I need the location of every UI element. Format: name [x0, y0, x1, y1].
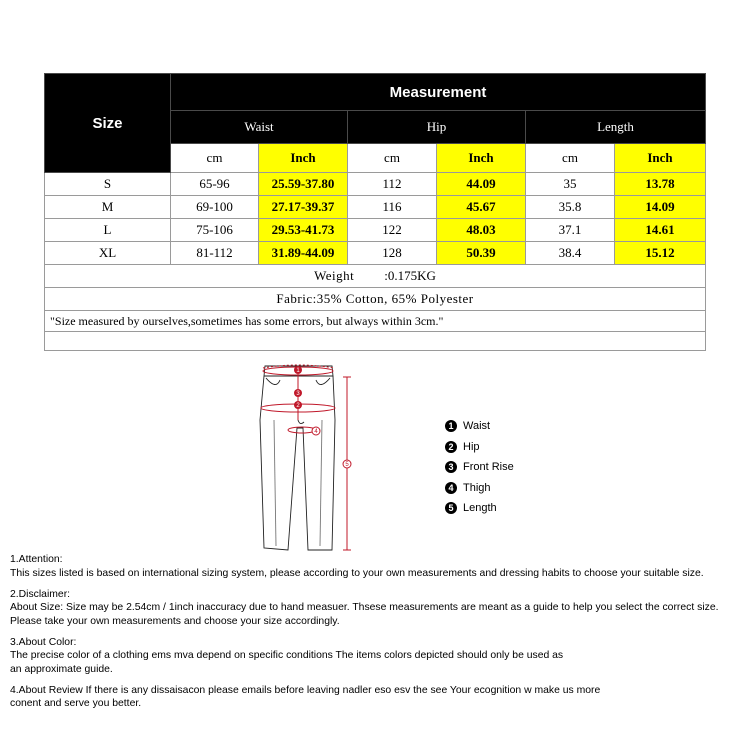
unit-header-length-cm: cm	[526, 144, 615, 173]
hip-inch-cell: 44.09	[437, 173, 526, 196]
waist-group-header: Waist	[171, 111, 348, 144]
review-note	[10, 684, 745, 711]
legend-label: Hip	[463, 440, 480, 453]
weight-label: Weight	[314, 268, 355, 283]
table-row	[45, 219, 706, 242]
legend-label: Thigh	[463, 481, 491, 494]
legend-item	[445, 437, 514, 458]
waist-inch-cell: 25.59-37.80	[259, 173, 348, 196]
legend-label: Waist	[463, 420, 491, 433]
note-line: 2.Disclaimer:	[10, 588, 71, 600]
length-inch-cell: 14.09	[615, 196, 706, 219]
fabric-row: Fabric:35% Cotton, 65% Polyester	[45, 288, 706, 311]
legend-number: 4	[445, 482, 457, 494]
hip-inch-cell: 50.39	[437, 242, 526, 265]
color-note	[10, 636, 745, 677]
note-line: an approximate guide.	[10, 663, 113, 675]
pants-outline	[320, 420, 322, 546]
pants-outline	[274, 420, 276, 546]
pants-outline	[316, 378, 330, 385]
marker-1-label: 1	[296, 368, 300, 374]
size-header: Size	[45, 74, 171, 173]
marker-2-label: 2	[296, 403, 300, 409]
notes-section	[10, 553, 745, 718]
length-cm-cell: 35	[526, 173, 615, 196]
length-inch-cell: 15.12	[615, 242, 706, 265]
length-cm-cell: 38.4	[526, 242, 615, 265]
waist-inch-cell: 31.89-44.09	[259, 242, 348, 265]
table-row	[45, 173, 706, 196]
measurement-header: Measurement	[171, 74, 706, 111]
hip-cm-cell: 122	[348, 219, 437, 242]
hip-inch-cell: 45.67	[437, 196, 526, 219]
size-cell: XL	[45, 242, 171, 265]
attention-note	[10, 553, 745, 580]
hip-group-header: Hip	[348, 111, 526, 144]
length-cm-cell: 37.1	[526, 219, 615, 242]
unit-header-waist-inch: Inch	[259, 144, 348, 173]
unit-header-length-inch: Inch	[615, 144, 706, 173]
hip-inch-cell: 48.03	[437, 219, 526, 242]
legend-item	[445, 498, 514, 519]
length-inch-cell: 13.78	[615, 173, 706, 196]
note-line: The precise color of a clothing ems mva depend on specific conditions The items colors depicted should only be used as	[10, 650, 564, 661]
length-cm-cell: 35.8	[526, 196, 615, 219]
note-line: This sizes listed is based on international sizing system, please according to your own measurements and dressing habits to choose your suitable size.	[10, 567, 704, 579]
measurement-note: "Size measured by ourselves,sometimes has some errors, but always within 3cm."	[45, 311, 706, 332]
note-line: 3.About Color:	[10, 636, 77, 648]
table-row	[45, 196, 706, 219]
table-row	[45, 242, 706, 265]
legend-item	[445, 457, 514, 478]
unit-header-hip-cm: cm	[348, 144, 437, 173]
marker-5-label: 5	[345, 462, 349, 468]
marker-4-label: 4	[314, 429, 318, 435]
note-line: 4.About Review If there is any dissaisacon please emails before leaving nadler eso esv the see Your ecognition w make us more	[10, 684, 601, 696]
legend-label: Length	[463, 502, 497, 515]
note-line: About Size: Size may be 2.54cm / 1inch inaccuracy due to hand measuer. Thsese measurements are meant as a guide to help you select the correct size.	[10, 602, 719, 613]
length-group-header: Length	[526, 111, 706, 144]
legend-number: 2	[445, 441, 457, 453]
legend-label: Front Rise	[463, 461, 514, 474]
weight-value: :0.175KG	[384, 268, 436, 283]
length-inch-cell: 14.61	[615, 219, 706, 242]
pants-diagram	[250, 360, 360, 560]
note-line: Please take your own measurements and choose your size accordingly.	[10, 615, 340, 627]
legend-item	[445, 416, 514, 437]
legend-number: 3	[445, 461, 457, 473]
pants-outline	[266, 378, 280, 385]
pants-outline	[298, 376, 304, 424]
legend-number: 5	[445, 502, 457, 514]
unit-header-waist-cm: cm	[171, 144, 259, 173]
weight-row	[45, 265, 706, 288]
legend-item	[445, 478, 514, 499]
hip-cm-cell: 116	[348, 196, 437, 219]
size-chart-table	[44, 73, 706, 351]
disclaimer-note	[10, 588, 745, 629]
size-cell: M	[45, 196, 171, 219]
waist-cm-cell: 69-100	[171, 196, 259, 219]
table-bottom-spacer	[45, 332, 706, 351]
size-cell: S	[45, 173, 171, 196]
waist-inch-cell: 29.53-41.73	[259, 219, 348, 242]
size-cell: L	[45, 219, 171, 242]
waist-cm-cell: 65-96	[171, 173, 259, 196]
hip-cm-cell: 112	[348, 173, 437, 196]
waist-cm-cell: 81-112	[171, 242, 259, 265]
hip-cm-cell: 128	[348, 242, 437, 265]
waist-inch-cell: 27.17-39.37	[259, 196, 348, 219]
note-line: 1.Attention:	[10, 554, 63, 565]
waist-cm-cell: 75-106	[171, 219, 259, 242]
marker-3-label: 3	[296, 391, 300, 397]
measurement-legend	[445, 416, 514, 519]
note-line: conent and serve you better.	[10, 698, 142, 709]
legend-number: 1	[445, 420, 457, 432]
unit-header-hip-inch: Inch	[437, 144, 526, 173]
